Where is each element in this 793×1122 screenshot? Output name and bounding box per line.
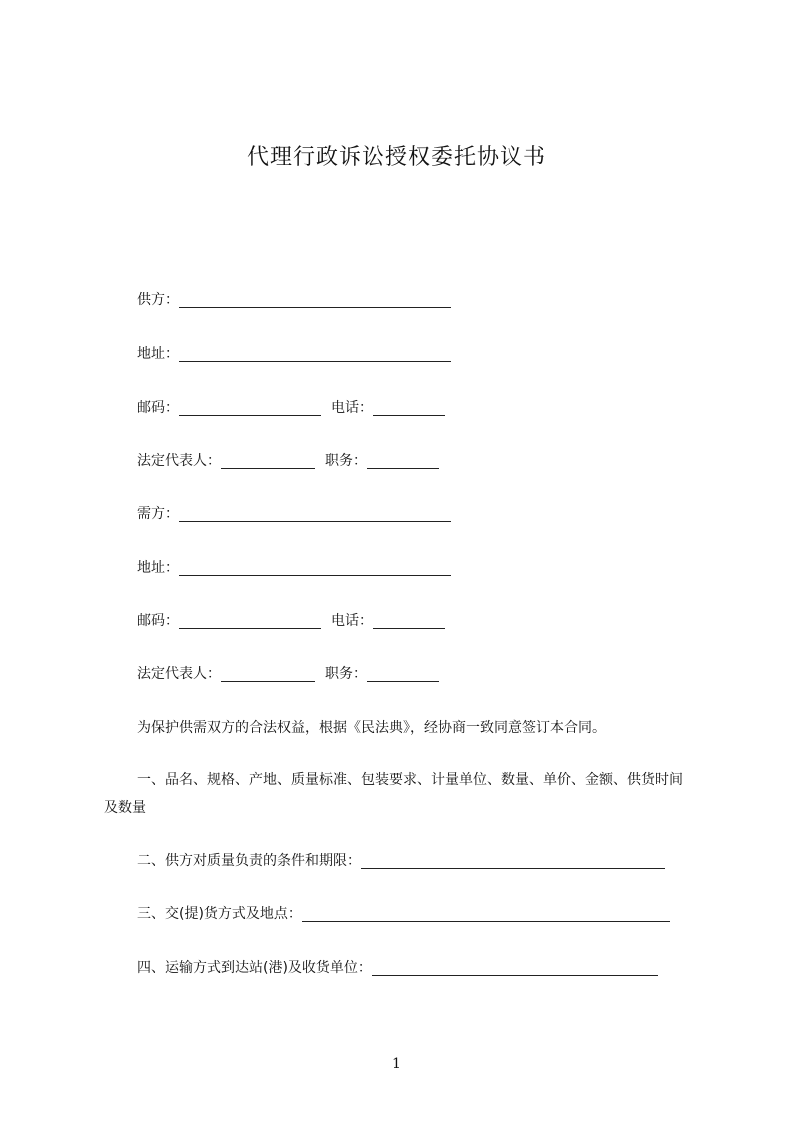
supplier-phone-label: 电话： [331, 400, 373, 416]
clause-4-blank[interactable] [372, 961, 658, 976]
clause-2-blank[interactable] [361, 854, 665, 869]
buyer-contact-row [137, 611, 445, 631]
document-title: 代理行政诉讼授权委托协议书 [246, 145, 546, 170]
supplier-position-blank[interactable] [367, 454, 439, 469]
buyer-phone-blank[interactable] [373, 614, 445, 629]
buyer-party-blank[interactable] [179, 507, 451, 522]
buyer-rep-label: 法定代表人： [137, 666, 221, 682]
clause-4-label: 四、运输方式到达站(港)及收货单位： [137, 960, 372, 976]
buyer-address-label: 地址： [137, 560, 179, 576]
supplier-party-label: 供方： [137, 292, 179, 308]
buyer-position-blank[interactable] [367, 667, 439, 682]
buyer-phone-label: 电话： [331, 613, 373, 629]
buyer-postcode-blank[interactable] [179, 614, 321, 629]
clause-3-blank[interactable] [302, 907, 670, 922]
page-number: 1 [392, 1056, 401, 1072]
buyer-rep-blank[interactable] [221, 667, 315, 682]
clause-4-row [137, 958, 658, 978]
buyer-party-label: 需方： [137, 506, 179, 522]
supplier-postcode-blank[interactable] [179, 401, 321, 416]
clause-2-label: 二、供方对质量负责的条件和期限： [137, 853, 361, 869]
supplier-phone-blank[interactable] [373, 401, 445, 416]
clause-1: 一、品名、规格、产地、质量标准、包装要求、计量单位、数量、单价、金额、供货时间及数量 [104, 772, 683, 816]
buyer-address-blank[interactable] [179, 561, 451, 576]
supplier-rep-label: 法定代表人： [137, 453, 221, 469]
supplier-party-blank[interactable] [179, 293, 451, 308]
clause-2-row [137, 851, 665, 871]
supplier-contact-row [137, 398, 445, 418]
buyer-position-label: 职务： [325, 666, 367, 682]
buyer-rep-row [137, 664, 439, 684]
clause-3-row [137, 904, 670, 924]
supplier-rep-row [137, 451, 439, 471]
supplier-address-label: 地址： [137, 346, 179, 362]
buyer-postcode-label: 邮码： [137, 613, 179, 629]
supplier-rep-blank[interactable] [221, 454, 315, 469]
supplier-position-label: 职务： [325, 453, 367, 469]
supplier-postcode-label: 邮码： [137, 400, 179, 416]
supplier-party-row [137, 290, 451, 310]
supplier-address-row [137, 344, 451, 364]
supplier-address-blank[interactable] [179, 347, 451, 362]
intro-paragraph: 为保护供需双方的合法权益，根据《民法典》，经协商一致同意签订本合同。 [137, 720, 606, 736]
clause-3-label: 三、交(提)货方式及地点： [137, 906, 302, 922]
buyer-party-row [137, 504, 451, 524]
buyer-address-row [137, 558, 451, 578]
